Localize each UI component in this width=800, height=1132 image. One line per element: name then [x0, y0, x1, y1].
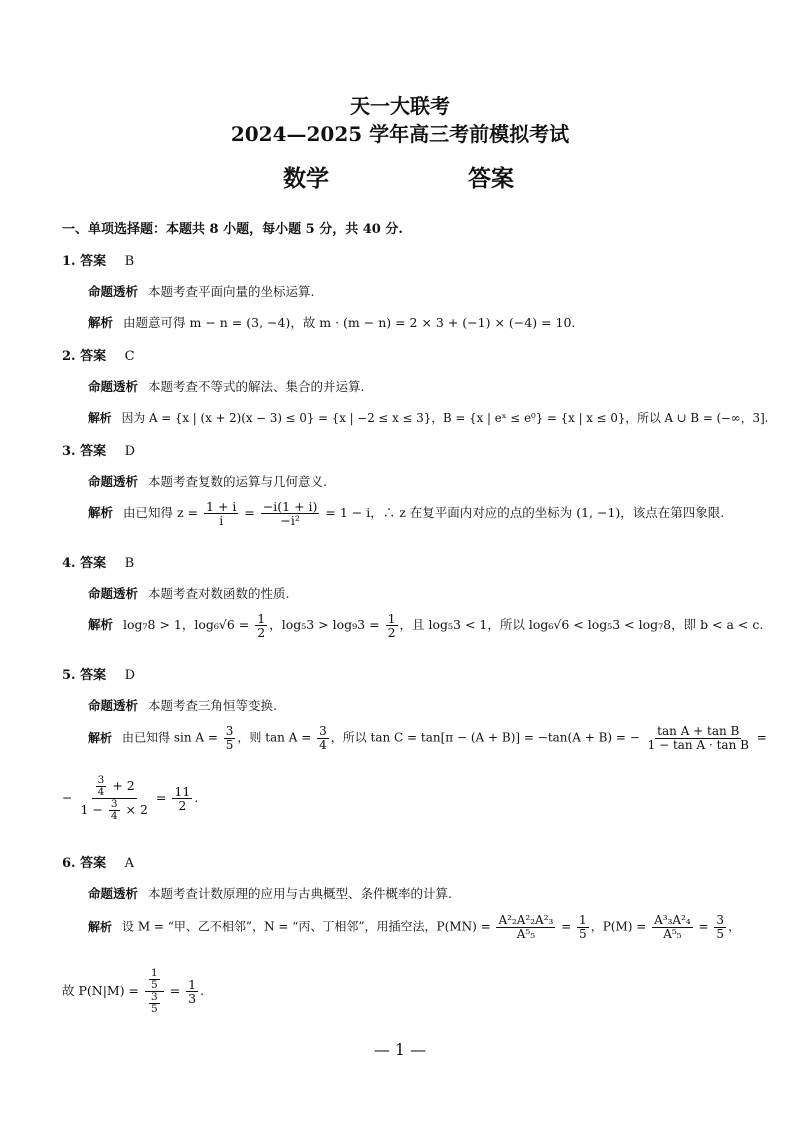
- fraction: [496, 914, 555, 940]
- numerator: 3: [716, 913, 725, 927]
- page-number: — 1 —: [373, 1040, 427, 1059]
- denominator: i: [219, 513, 224, 529]
- question-1-intent: [88, 282, 315, 300]
- answer-label: 答案: [80, 556, 107, 571]
- analysis-text: log₇8 > 1，log₆√6 =: [123, 617, 250, 633]
- fraction: [224, 725, 236, 751]
- intent-label: 命题透析: [88, 379, 139, 394]
- question-number: 6.: [62, 856, 76, 871]
- fraction: [172, 785, 192, 812]
- intent-text: 本题考查计数原理的应用与古典概型、条件概率的计算.: [148, 886, 452, 901]
- fraction: [317, 725, 329, 751]
- denominator: 2: [387, 625, 396, 641]
- answer-value: B: [124, 254, 135, 269]
- intent-text: 本题考查复数的运算与几何意义.: [148, 474, 327, 489]
- analysis-label: 解析: [88, 730, 113, 745]
- answer-value: B: [124, 556, 135, 571]
- numerator: tan A + tan B: [657, 724, 740, 738]
- numerator: 1 + i: [206, 499, 237, 514]
- intent-text: 本题考查平面向量的坐标运算.: [148, 284, 315, 299]
- answer-label: 答案: [80, 349, 107, 364]
- denominator: 3: [188, 991, 197, 1007]
- question-6-intent: [88, 884, 452, 902]
- fraction: [386, 612, 398, 639]
- analysis-text: ，且 log₅3 < 1，所以 log₆√6 < log₅3 < log₇8，即 b < a < c.: [399, 617, 764, 633]
- question-4-answer: [62, 552, 134, 571]
- question-3-analysis: 解析 由已知得 z = $\frac{1 + i}{i}$ = $\frac{-i(1 + i)}{\text{−i²}}$ = 1 − i，∴ z 在复平面内对应的点的坐标为 (1, −1)，该点在第四象限.: [88, 499, 725, 529]
- question-1-analysis: [88, 313, 575, 331]
- denominator: [145, 992, 164, 1015]
- question-number: 1.: [62, 254, 76, 269]
- answer-label: 答案: [80, 668, 107, 683]
- intent-label: 命题透析: [88, 586, 139, 601]
- question-6-analysis-continued: [62, 968, 204, 1015]
- subject-label: 数学: [283, 165, 329, 192]
- period: .: [200, 983, 205, 999]
- intent-label: 命题透析: [88, 474, 139, 489]
- denominator: 4: [110, 810, 118, 823]
- answer-value: D: [124, 668, 136, 683]
- analysis-text: ，所以 tan C = tan[π − (A + B)] = −tan(A + B) = −: [330, 730, 640, 745]
- denominator: 5: [151, 1003, 158, 1016]
- denominator: 4: [319, 737, 327, 752]
- term: 1 −: [80, 802, 103, 818]
- denominator: −i²: [280, 513, 300, 529]
- compound-fraction: [78, 775, 149, 822]
- analysis-text: ，log₅3 > log₉3 =: [269, 617, 380, 633]
- analysis-text: 由已知得 z =: [123, 505, 199, 521]
- equals: =: [698, 919, 709, 934]
- numerator: 1: [579, 913, 587, 927]
- exam-subtitle: 2024—2025 学年高三考前模拟考试: [230, 122, 570, 146]
- analysis-text: 由题意可得 m − n = (3, −4)，故 m · (m − n) = 2 × 3 + (−1) × (−4) = 10.: [123, 315, 576, 330]
- denominator: [78, 799, 149, 822]
- question-number: 3.: [62, 444, 76, 459]
- analysis-text: = 1 − i，∴ z 在复平面内对应的点的坐标为 (1, −1)，该点在第四象限.: [325, 505, 725, 521]
- question-number: 5.: [62, 668, 76, 683]
- analysis-text: ，则 tan A =: [237, 730, 312, 745]
- numerator: 1: [151, 967, 158, 979]
- question-2-answer: [62, 345, 135, 364]
- term: × 2: [125, 802, 148, 818]
- answer-value: C: [124, 349, 135, 364]
- fraction: [577, 914, 589, 940]
- intent-label: 命题透析: [88, 698, 139, 713]
- equals: =: [155, 790, 167, 806]
- analysis-text: 由已知得 sin A =: [122, 730, 218, 745]
- numerator: [145, 968, 164, 992]
- analysis-label: 解析: [88, 411, 112, 425]
- numerator: 1: [387, 611, 396, 626]
- numerator: −i(1 + i): [262, 499, 318, 514]
- question-3-intent: [88, 472, 327, 490]
- question-2-analysis: [88, 409, 768, 426]
- denominator: 2: [178, 798, 187, 814]
- fraction: [109, 799, 120, 822]
- question-4-analysis: [88, 612, 763, 639]
- question-number: 2.: [62, 349, 76, 364]
- exam-title: 天一大联考: [350, 94, 450, 118]
- answer-label: 答案: [80, 254, 107, 269]
- fraction: [646, 725, 751, 751]
- denominator: 5: [716, 926, 725, 941]
- analysis-text: 故 P(N|M) =: [62, 983, 140, 999]
- fraction: [149, 968, 160, 991]
- fraction: [186, 978, 198, 1005]
- answer-value: D: [124, 444, 136, 459]
- compound-fraction: [145, 968, 164, 1015]
- numerator: 3: [110, 798, 118, 811]
- numerator: [92, 775, 137, 799]
- question-5-analysis-continued: [62, 775, 198, 822]
- numerator: 1: [188, 976, 197, 992]
- question-5-analysis: [88, 725, 767, 751]
- term: + 2: [112, 778, 135, 794]
- numerator: 3: [97, 774, 105, 786]
- intent-text: 本题考查三角恒等变换.: [148, 698, 277, 713]
- analysis-text: 因为 A = {x | (x + 2)(x − 3) ≤ 0} = {x | −2 ≤ x ≤ 3}，B = {x | eˣ ≤ e⁰} = {x | x ≤ 0}，所以 A ∪ B = (−∞，3].: [121, 411, 769, 425]
- intent-label: 命题透析: [88, 886, 139, 901]
- analysis-label: 解析: [88, 505, 114, 521]
- analysis-label: 解析: [88, 617, 114, 633]
- denominator: 5: [579, 926, 587, 941]
- fraction: [255, 612, 267, 639]
- question-2-intent: [88, 377, 365, 395]
- analysis-text: ，: [728, 919, 741, 934]
- numerator: 3: [319, 724, 327, 738]
- denominator: A⁵₅: [516, 926, 536, 941]
- numerator: 3: [151, 991, 158, 1004]
- intent-text: 本题考查不等式的解法、集合的并运算.: [148, 379, 365, 394]
- intent-text: 本题考查对数函数的性质.: [148, 586, 290, 601]
- numerator: A²₂A²₂A²₃: [498, 913, 554, 927]
- analysis-text: 设 M = “甲、乙不相邻”，N = “丙、丁相邻”，用插空法，P(MN) =: [122, 919, 491, 934]
- answer-value: A: [124, 856, 135, 871]
- equals: =: [561, 919, 572, 934]
- analysis-label: 解析: [88, 315, 114, 330]
- equals: =: [169, 983, 181, 999]
- fraction: [149, 992, 160, 1015]
- denominator: 1 − tan A · tan B: [647, 737, 749, 752]
- denominator: 4: [97, 786, 105, 799]
- answer-label: 答案: [80, 856, 107, 871]
- question-1-answer: [62, 250, 134, 269]
- fraction: [96, 775, 107, 798]
- question-5-intent: [88, 696, 277, 714]
- fraction: [714, 914, 726, 940]
- numerator: 3: [225, 724, 234, 738]
- intent-label: 命题透析: [88, 284, 139, 299]
- answer-key-label: 答案: [468, 165, 514, 192]
- denominator: 2: [257, 625, 266, 641]
- answer-label: 答案: [80, 444, 107, 459]
- question-number: 4.: [62, 556, 76, 571]
- question-6-analysis: [88, 914, 740, 940]
- fraction: [652, 914, 693, 940]
- question-3-answer: [62, 440, 135, 459]
- section-heading: 一、单项选择题：本题共 8 小题，每小题 5 分，共 40 分.: [62, 222, 403, 237]
- fraction: [204, 500, 238, 527]
- minus-sign: −: [62, 790, 73, 806]
- question-4-intent: [88, 584, 290, 602]
- analysis-text: =: [756, 730, 767, 745]
- question-6-answer: [62, 852, 134, 871]
- denominator: 5: [151, 979, 158, 992]
- numerator: A³₃A²₄: [654, 913, 691, 927]
- numerator: 1: [257, 611, 266, 626]
- period: .: [194, 790, 199, 806]
- question-5-answer: [62, 664, 135, 683]
- analysis-text: ，P(M) =: [590, 919, 647, 934]
- denominator: 5: [225, 737, 234, 752]
- fraction: [261, 500, 320, 527]
- denominator: A⁵₅: [663, 926, 682, 941]
- numerator: 11: [174, 783, 191, 799]
- analysis-label: 解析: [88, 919, 113, 934]
